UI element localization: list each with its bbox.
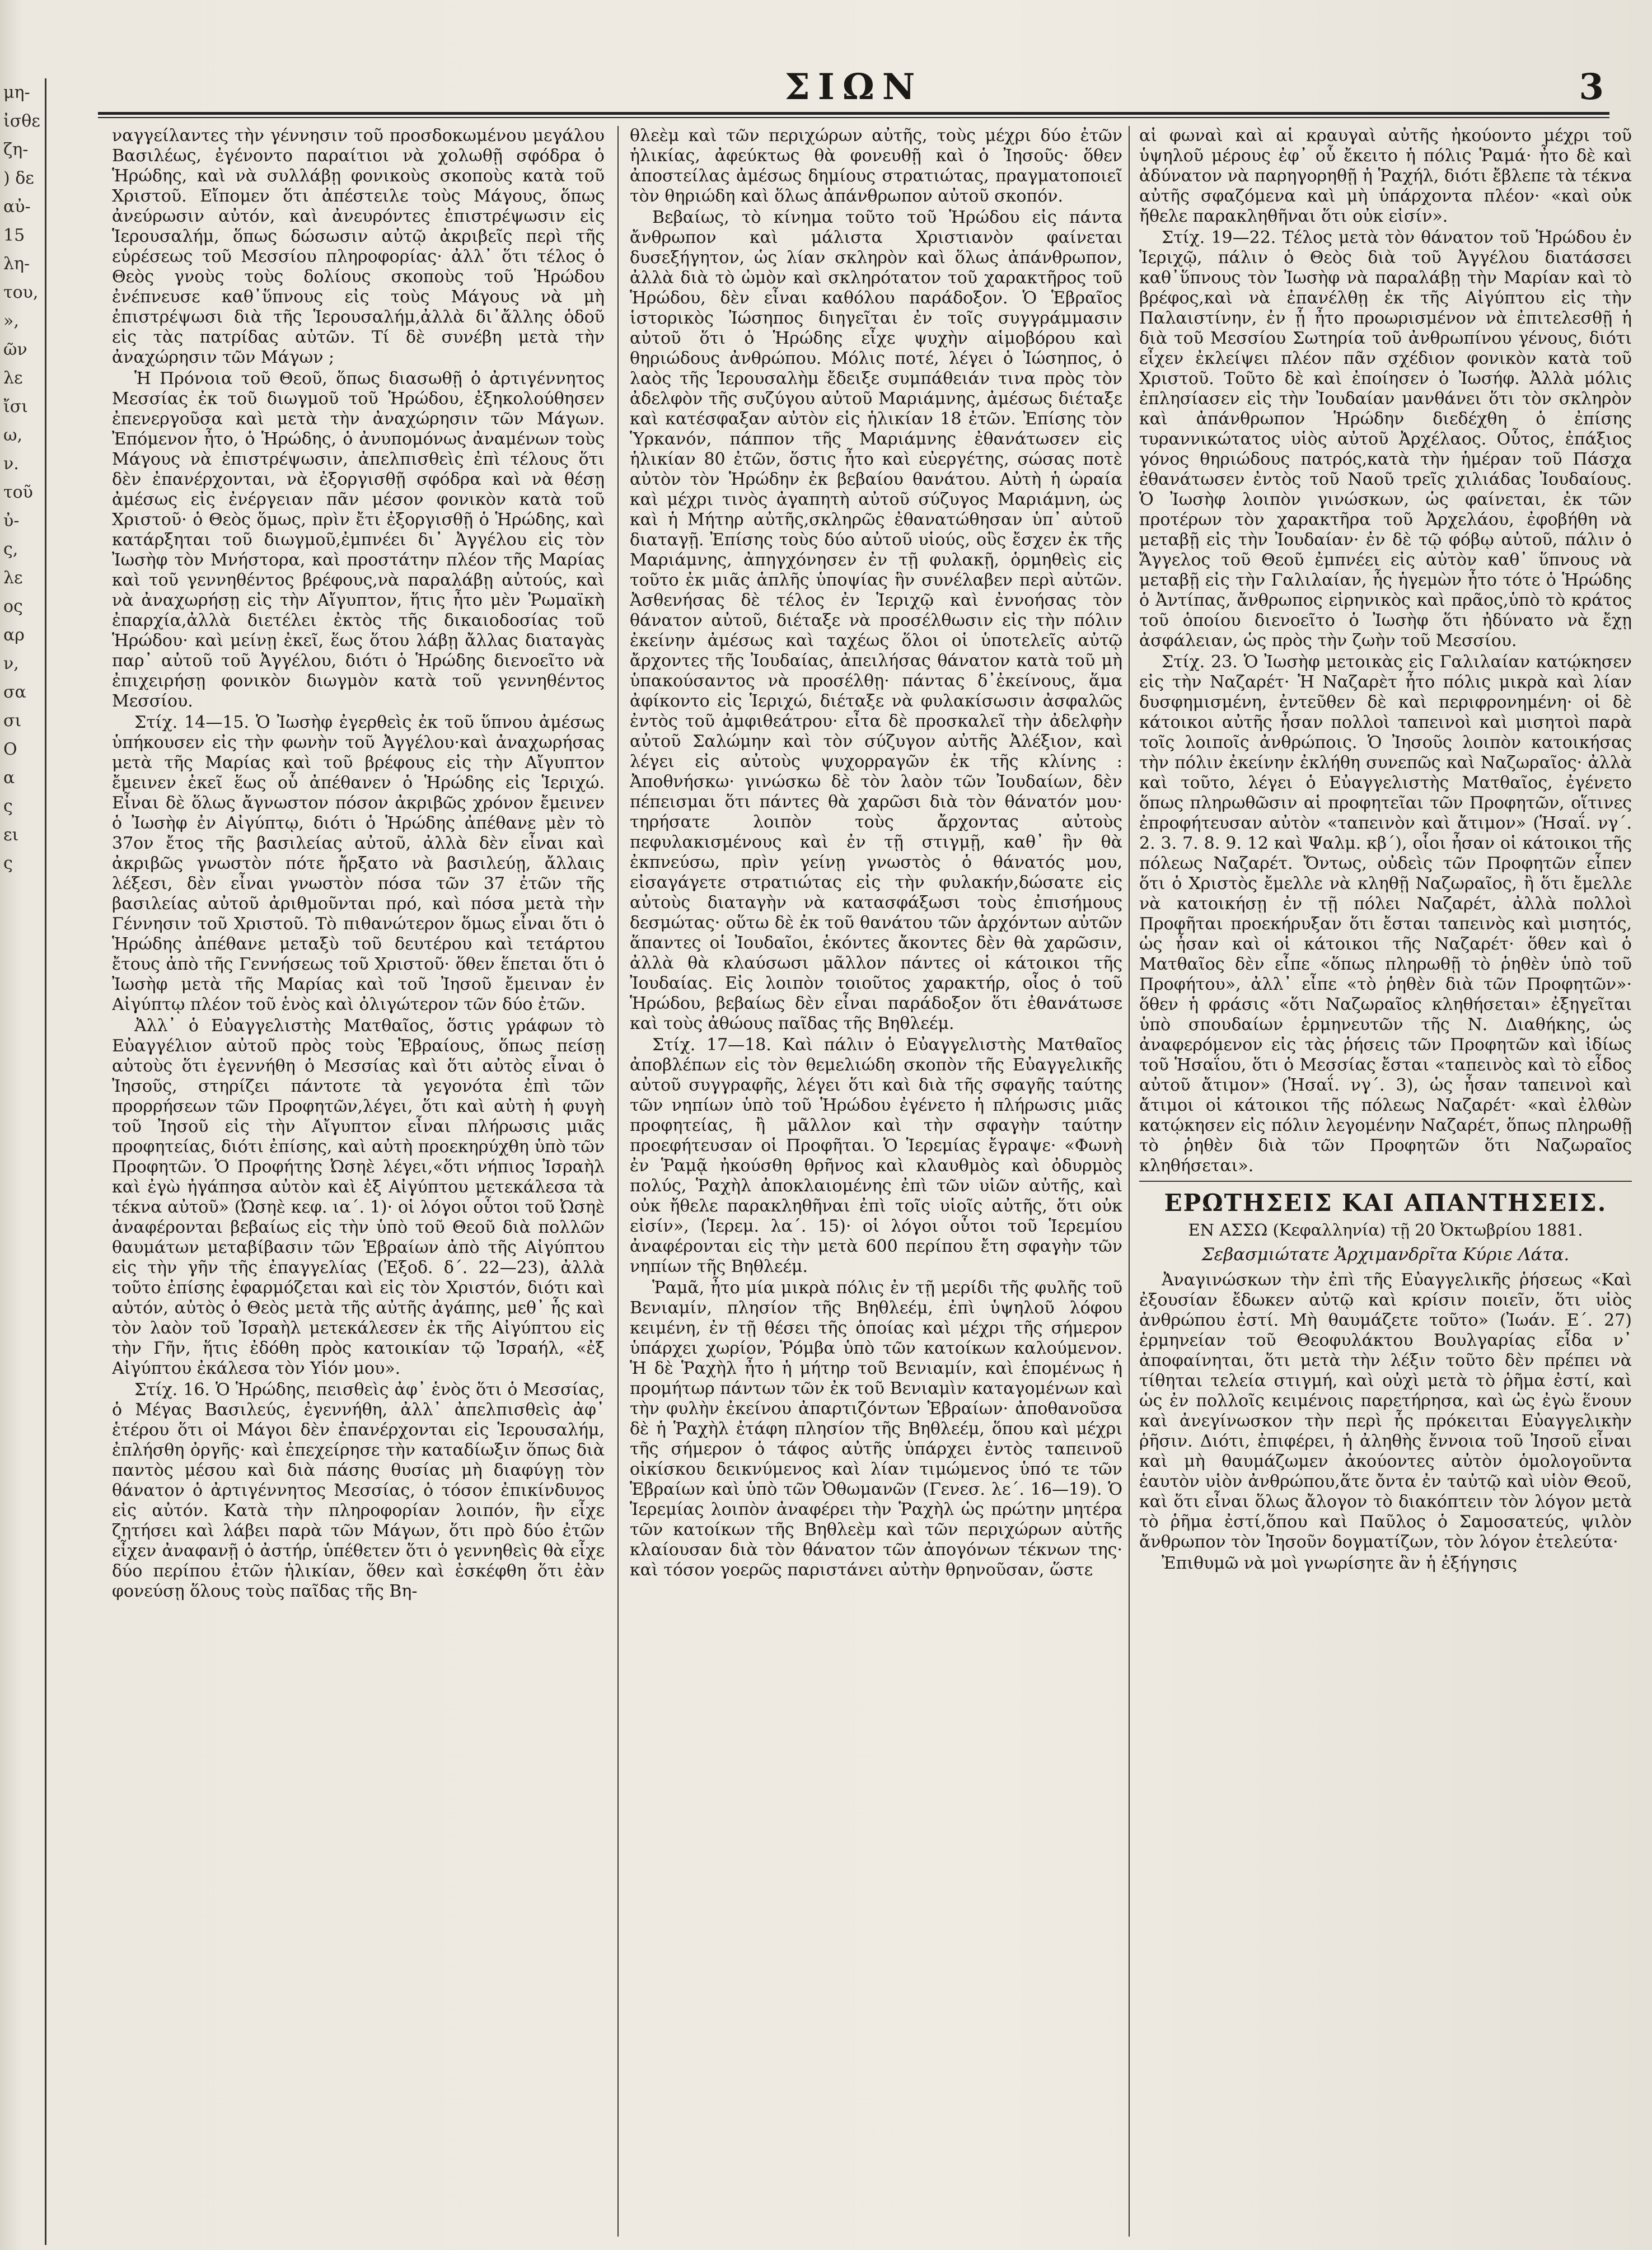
gutter-fragment: αὐ-	[3, 197, 31, 217]
gutter-fragment: ς,	[3, 540, 18, 559]
paragraph: Στίχ. 14—15. Ὁ Ἰωσὴφ ἐγερθεὶς ἐκ τοῦ ὕπνου ἀμέσως ὑπήκουσεν εἰς τὴν φωνὴν τοῦ Ἀγγέλου·καὶ ἀναχωρήσας μετὰ τῆς Μαρίας καὶ τοῦ βρέφους εἰς τὴν Αἴγυπτον ἔμεινεν ἐκεῖ ἕως οὗ ἀπέθανεν ὁ Ἡρώδης εἰς Ἱεριχώ. Εἶναι δὲ ὅλως ἄγνωστον πόσον ἀκριβῶς χρόνον ἔμεινεν ὁ Ἰωσὴφ ἐν Αἰγύπτῳ, διότι ὁ Ἡρώδης ἀπέθανε μὲν τὸ 37ον ἔτος τῆς βασιλείας αὐτοῦ, ἀλλὰ δὲν εἶναι καὶ ἀκριβῶς γνωστὸν πότε ἤρξατο νὰ βασιλεύῃ, ἄλλαις λέξεσι, δὲν εἶναι γνωστὸν πόσα τῶν 37 ἐτῶν τῆς βασιλείας αὐτοῦ ἀριθμοῦνται πρό, καὶ πόσα μετὰ τὴν Γέννησιν τοῦ Χριστοῦ. Τὸ πιθανώτερον ὅμως εἶναι ὅτι ὁ Ἡρώδης ἀπέθανε μεταξὺ τοῦ δευτέρου καὶ τετάρτου ἔτους ἀπὸ τῆς Γεννήσεως τοῦ Χριστοῦ· ὅθεν ἕπεται ὅτι ὁ Ἰωσὴφ μετὰ τῆς Μαρίας καὶ τοῦ Ἰησοῦ ἔμειναν ἐν Αἰγύπτῳ πλέον τοῦ ἑνὸς καὶ ὀλιγώτερον τῶν δύο ἐτῶν.	[112, 713, 605, 1014]
gutter-fragment: ει	[3, 825, 19, 845]
gutter-fragment: ἴσι	[3, 397, 29, 417]
gutter-fragment: αρ	[3, 625, 25, 645]
adjacent-page-edge	[0, 78, 46, 2245]
paragraph: Στίχ. 19—22. Τέλος μετὰ τὸν θάνατον τοῦ Ἡρώδου ἐν Ἱεριχῷ, πάλιν ὁ Θεὸς διὰ τοῦ Ἀγγέλου διατάσσει καθ᾽ὕπνους τὸν Ἰωσὴφ νὰ παραλάβῃ τὴν Μαρίαν καὶ τὸ βρέφος,καὶ νὰ ἐπανέλθῃ ἐκ τῆς Αἰγύπτου εἰς τὴν Παλαιστίνην, ἐν ᾗ ἦτο προωρισμένον νὰ ἐπιτελεσθῇ ἡ διὰ τοῦ Μεσσίου Σωτηρία τοῦ ἀνθρωπίνου γένους, διότι εἶχεν ἐκλείψει πλέον πᾶν σχέδιον φονικὸν κατὰ τοῦ Χριστοῦ. Τοῦτο δὲ καὶ ἐποίησεν ὁ Ἰωσήφ. Ἀλλὰ μόλις ἐπλησίασεν εἰς τὴν Ἰουδαίαν μανθάνει ὅτι τὸν σκληρὸν καὶ ἀπάνθρωπον Ἡρώδην διεδέχθη ὁ ἐπίσης τυραννικώτατος υἱὸς αὐτοῦ Ἀρχέλαος. Οὗτος, ἐπάξιος γόνος θηριώδους πατρός,κατὰ τὴν ἡμέραν τοῦ Πάσχα ἐθανάτωσεν ἐντὸς τοῦ Ναοῦ τρεῖς χιλιάδας Ἰουδαίους. Ὁ Ἰωσὴφ λοιπὸν γινώσκων, ὡς φαίνεται, ἐκ τῶν προτέρων τὸν χαρακτῆρα τοῦ Ἀρχελάου, ἐφοβήθη νὰ μεταβῇ εἰς τὴν Ἰουδαίαν· ἐν δὲ τῷ φόβῳ αὐτοῦ, πάλιν ὁ Ἄγγελος τοῦ Θεοῦ ἐμπνέει εἰς αὐτὸν καθ᾽ ὕπνους νὰ μεταβῇ εἰς τὴν Γαλιλαίαν, ἧς ἡγεμὼν ἦτο τότε ὁ Ἡρώδης ὁ Ἀντίπας, ἄνθρωπος εἰρηνικὸς καὶ πρᾶος,ὑπὸ τὸ κράτος τοῦ ὁποίου διενοεῖτο ὁ Ἰωσὴφ ὅτι ἠδύνατο νὰ ἔχῃ ἀσφάλειαν, ὡς πρὸς τὴν ζωὴν τοῦ Μεσσίου.	[1139, 228, 1632, 651]
gutter-fragment: ν,	[3, 654, 19, 673]
letter-dateline: ΕΝ ΑΣΣΩ (Κεφαλληνία) τῇ 20 Ὀκτωβρίου 1881.	[1188, 1220, 1583, 1239]
gutter-fragment: »,	[3, 311, 19, 331]
paragraph: θλεὲμ καὶ τῶν περιχώρων αὐτῆς, τοὺς μέχρι δύο ἐτῶν ἡλικίας, ἀφεύκτως θὰ φονευθῇ καὶ ὁ Ἰησοῦς· ὅθεν ἀποστείλας ἀμέσως δημίους στρατιώτας, πραγματοποιεῖ τὸν θηριώδη καὶ ὅλως ἀπάνθρωπον αὐτοῦ σκοπόν.	[630, 126, 1122, 206]
gutter-fragment: λε	[3, 368, 23, 388]
column-divider	[617, 126, 619, 2237]
gutter-fragment: ζη-	[3, 140, 29, 160]
gutter-fragment: ς	[3, 854, 13, 873]
paragraph: Βεβαίως, τὸ κίνημα τοῦτο τοῦ Ἡρώδου εἰς πάντα ἄνθρωπον καὶ μάλιστα Χριστιανὸν φαίνεται δυσεξήγητον, ὡς λίαν σκληρὸν καὶ ὅλως ἀπάνθρωπον, ἀλλὰ διὰ τὸ ὠμὸν καὶ σκληρότατον τοῦ χαρακτῆρος τοῦ Ἡρώδου, δὲν εἶναι καθόλου παράδοξον. Ὁ Ἑβραῖος ἱστορικὸς Ἰώσηπος διηγεῖται ἐν τοῖς συγγράμμασιν αὐτοῦ ὅτι ὁ Ἡρώδης εἶχε ψυχὴν αἱμοβόρου καὶ θηριώδους ἀνθρώπου. Μόλις ποτέ, λέγει ὁ Ἰώσηπος, ὁ λαὸς τῆς Ἱερουσαλὴμ ἔδειξε συμπάθειάν τινα πρὸς τὸν ἀδελφὸν τῆς συζύγου αὐτοῦ Μαριάμνης, ἀμέσως διέταξε καὶ κατέσφαξαν αὐτὸν εἰς ἡλικίαν 18 ἐτῶν. Ἐπίσης τὸν Ὑρκανόν, πάππον τῆς Μαριάμνης ἐθανάτωσεν εἰς ἡλικίαν 80 ἐτῶν, ὅστις ἦτο καὶ εὐεργέτης, σώσας ποτὲ αὐτὸν τὸν Ἡρώδην ἐκ βεβαίου θανάτου. Αὐτὴ ἡ ὡραία καὶ μέχρι τινὸς ἀγαπητὴ αὐτοῦ σύζυγος Μαριάμνη, ὡς καὶ ἡ Μήτηρ αὐτῆς,σκληρῶς ἐθανατώθησαν ὑπ᾽ αὐτοῦ διαταγῇ. Ἐπίσης τοὺς δύο αὐτοῦ υἱούς, οὓς ἔσχεν ἐκ τῆς Μαριάμνης, ἀπηγχόνησεν ἐν τῇ φυλακῇ, ὁρμηθεὶς εἰς τοῦτο ἐκ μιᾶς ἁπλῆς ὑποψίας ἣν συνέλαβεν περὶ αὐτῶν. Ἀσθενήσας δὲ τέλος ἐν Ἱεριχῷ καὶ ἐννοήσας τὸν θάνατον αὐτοῦ, διέταξε νὰ προσέλθωσιν εἰς τὴν πόλιν ἐκείνην ἀμέσως καὶ ταχέως ὅλοι οἱ ὑποτελεῖς αὐτῷ ἄρχοντες τῆς Ἰουδαίας, ἀπειλήσας θάνατον κατὰ τοῦ μὴ ὑπακούσαντος νὰ προσέλθῃ· πάντας δ᾽ἐκείνους, ἅμα ἀφίκοντο εἰς Ἱεριχώ, διέταξε νὰ φυλακίσωσιν ἀσφαλῶς ἐντὸς τοῦ ἀμφιθεάτρου· εἶτα δὲ προσκαλεῖ τὴν ἀδελφὴν αὐτοῦ Σαλώμην καὶ τὸν σύζυγον αὐτῆς Ἀλέξιον, καὶ λέγει εἰς αὐτοὺς ψυχορραγῶν ἐκ τῆς κλίνης : Ἀποθνήσκω· γινώσκω δὲ τὸν λαὸν τῶν Ἰουδαίων, δὲν πέπεισμαι ὅτι πάντες θὰ χαρῶσι διὰ τὸν θάνατόν μου· τηρήσατε λοιπὸν τοὺς ἄρχοντας αὐτοὺς πεφυλακισμένους καὶ ἐν τῇ στιγμῇ, καθ᾽ ἣν θὰ ἐκπνεύσω, πρὶν γείνῃ γνωστὸς ὁ θάνατός μου, εἰσαγάγετε στρατιώτας εἰς τὴν φυλακήν,δώσατε εἰς αὐτοὺς διαταγὴν νὰ κατασφάξωσι τοὺς ἐπισήμους δεσμώτας· οὕτω δὲ ἐκ τοῦ θανάτου τῶν ἀρχόντων αὐτῶν ἅπαντες οἱ Ἰουδαῖοι, ἑκόντες ἄκοντες δὲν θὰ χαρῶσιν, ἀλλὰ θὰ κλαύσωσι μᾶλλον πάντες οἱ κάτοικοι τῆς Ἰουδαίας. Εἰς λοιπὸν τοιοῦτος χαρακτήρ, οἷος ὁ τοῦ Ἡρώδου, βεβαίως δὲν εἶναι παράδοξον ὅτι ἐθανάτωσε καὶ τοὺς ἀθώους παῖδας τῆς Βηθλεέμ.	[630, 208, 1122, 1033]
text-column-2	[630, 126, 1122, 2237]
letter-salutation: Σεβασμιώτατε Ἀρχιμανδρῖτα Κύριε Λάτα.	[1201, 1245, 1570, 1265]
paragraph: Στίχ. 17—18. Καὶ πάλιν ὁ Εὐαγγελιστὴς Ματθαῖος ἀποβλέπων εἰς τὸν θεμελιώδη σκοπὸν τῆς Εὐαγγελικῆς αὐτοῦ συγγραφῆς, λέγει ὅτι καὶ διὰ τῆς σφαγῆς ταύτης τῶν νηπίων ὑπὸ τοῦ Ἡρώδου ἐγένετο ἡ πλήρωσις μιᾶς προφητείας, ἢ μᾶλλον καὶ τὴν σφαγὴν ταύτην προεφήτευσαν οἱ Προφῆται. Ὁ Ἱερεμίας ἔγραψε· «Φωνὴ ἐν Ῥαμᾷ ἠκούσθη θρῆνος καὶ κλαυθμὸς καὶ ὀδυρμὸς πολύς, Ῥαχὴλ ἀποκλαιομένης ἐπὶ τῶν υἱῶν αὐτῆς, καὶ οὐκ ἤθελε παρακληθῆναι ἐπὶ τοῖς υἱοῖς αὐτῆς, ὅτι οὐκ εἰσίν», (Ἱερεμ. λα΄. 15)· οἱ λόγοι οὗτοι τοῦ Ἱερεμίου ἀναφέρονται εἰς τὴν μετὰ 600 περίπου ἔτη σφαγὴν τῶν νηπίων τῆς Βηθλεέμ.	[630, 1035, 1122, 1276]
paragraph: Ἐπιθυμῶ νὰ μοὶ γνωρίσητε ἂν ἡ ἐξήγησις	[1162, 1554, 1517, 1573]
gutter-fragment: 15	[3, 226, 25, 245]
paragraph: Ἡ Πρόνοια τοῦ Θεοῦ, ὅπως διασωθῇ ὁ ἀρτιγέννητος Μεσσίας ἐκ τοῦ διωγμοῦ τοῦ Ἡρώδου, ἐξηκολούθησεν ἐπενεργοῦσα καὶ μετὰ τὴν ἀναχώρησιν τῶν Μάγων. Ἐπόμενον ἦτο, ὁ Ἡρώδης, ὁ ἀνυπομόνως ἀναμένων τοὺς Μάγους νὰ ἐπιστρέψωσιν, ἀπελπισθεὶς ἐπὶ τέλους ὅτι δὲν ἐπανέρχονται, νὰ ἐξοργισθῇ σφόδρα καὶ νὰ θέσῃ ἀμέσως εἰς ἐνέργειαν πᾶν μέσον φονικὸν κατὰ τοῦ Χριστοῦ· ὁ Θεὸς ὅμως, πρὶν ἔτι ἐξοργισθῇ ὁ Ἡρώδης, καὶ κατάρξηται τοῦ διωγμοῦ,ἐμπνέει δι᾽ Ἀγγέλου εἰς τὸν Ἰωσὴφ τὸν Μνήστορα, καὶ προστάτην πλέον τῆς Μαρίας καὶ τοῦ γεννηθέντος βρέφους,νὰ παραλάβῃ αὐτούς, καὶ νὰ ἀναχωρήσῃ εἰς τὴν Αἴγυπτον, ἥτις ἦτο μὲν Ῥωμαϊκὴ ἐπαρχία,ἀλλὰ διετέλει ἐκτὸς τῆς δικαιοδοσίας τοῦ Ἡρώδου· καὶ μείνῃ ἐκεῖ, ἕως ὅτου λάβῃ ἄλλας διαταγὰς παρ᾽ αὐτοῦ τοῦ Ἀγγέλου, διότι ὁ Ἡρώδης διενοεῖτο νὰ ἐπιχειρήσῃ φονικὸν διωγμὸν κατὰ τοῦ γεννηθέντος Μεσσίου.	[112, 369, 605, 711]
gutter-fragment: ω,	[3, 425, 22, 445]
gutter-fragment: ῶν	[3, 340, 27, 359]
text-column-1	[112, 126, 605, 2237]
gutter-fragment: λε	[3, 568, 23, 588]
header-rule	[98, 112, 1609, 118]
masthead: ΣΙΩΝ	[784, 66, 923, 108]
gutter-fragment: σα	[3, 682, 26, 702]
gutter-fragment: μη-	[3, 83, 30, 102]
gutter-fragment: ος	[3, 597, 23, 616]
gutter-fragment: σι	[3, 711, 22, 731]
gutter-fragment: ν.	[3, 454, 19, 474]
paragraph: Ἀναγινώσκων τὴν ἐπὶ τῆς Εὐαγγελικῆς ῥήσεως «Καὶ ἐξουσίαν ἔδωκεν αὐτῷ καὶ κρίσιν ποιεῖν, ὅτι υἱὸς ἀνθρώπου ἐστί. Μὴ θαυμάζετε τοῦτο» (Ἰωάν. Ε΄. 27) ἑρμηνείαν τοῦ Θεοφυλάκτου Βουλγαρίας εἶδα ν᾽ ἀποφαίνηται, ὅτι μετὰ τὴν λέξιν τοῦτο δὲν πρέπει νὰ τίθηται τελεία στιγμή, καὶ οὐχὶ μετὰ τὸ ῥῆμα ἐστί, καὶ ὡς ἐν πολλοῖς κειμένοις παρετήρησα, καὶ ὡς ἐγὼ ἕνουν καὶ ἀνεγίνωσκον τὴν περὶ ἧς πρόκειται Εὐαγγελικὴν ῥῆσιν. Διότι, ἐπιφέρει, ἡ ἀληθὴς ἔννοια τοῦ Ἰησοῦ εἶναι καὶ μὴ θαυμάζωμεν ἀκούοντες αὐτὸν ὁμολογοῦντα ἑαυτὸν υἱὸν ἀνθρώπου,ἅτε ὄντα ἐν ταὐτῷ καὶ υἱὸν Θεοῦ, καὶ ὅτι εἶναι ὅλως ἄλογον τὸ διακόπτειν τὸν λόγον μετὰ τὸ ῥῆμα ἐστί,ὅπου καὶ Παῦλος ὁ Σαμοσατεύς, ψιλὸν ἄνθρωπον τὸν Ἰησοῦν δογματίζων, τὸν λόγον ἐτελεύτα·	[1139, 1270, 1632, 1552]
gutter-fragment: του,	[3, 283, 39, 302]
paragraph: Ῥαμᾶ, ἦτο μία μικρὰ πόλις ἐν τῇ μερίδι τῆς φυλῆς τοῦ Βενιαμίν, πλησίον τῆς Βηθλεέμ, ἐπὶ ὑψηλοῦ λόφου κειμένη, ἐν τῇ θέσει τῆς ὁποίας καὶ μέχρι τῆς σήμερον ὑπάρχει χωρίον, Ῥόμβα ὑπὸ τῶν κατοίκων καλούμενον. Ἡ δὲ Ῥαχὴλ ἦτο ἡ μήτηρ τοῦ Βενιαμίν, καὶ ἑπομένως ἡ προμήτωρ πάντων τῶν ἐκ τοῦ Βενιαμὶν καταγομένων καὶ τὴν φυλὴν ἐκείνου ἀπαρτιζόντων Ἑβραίων· ἀποθανοῦσα δὲ ἡ Ῥαχὴλ ἐτάφη πλησίον τῆς Βηθλεέμ, ὅπου καὶ μέχρι τῆς σήμερον ὁ τάφος αὐτῆς ὑπάρχει ἐντὸς ταπεινοῦ οἰκίσκου δεικνύμενος καὶ λίαν τιμώμενος ὑπό τε τῶν Ἑβραίων καὶ ὑπὸ τῶν Ὀθωμανῶν (Γενεσ. λε΄. 16—19). Ὁ Ἱερεμίας λοιπὸν ἀναφέρει τὴν Ῥαχὴλ ὡς πρώτην μητέρα τῶν κατοίκων τῆς Βηθλεὲμ καὶ τῶν περιχώρων αὐτῆς κλαίουσαν διὰ τὸν θάνατον τῶν ἀπογόνων τέκνων της· καὶ τόσον γοερῶς παριστάνει αὐτὴν θρηνοῦσαν, ὥστε	[630, 1278, 1122, 1580]
gutter-fragment: ὐ-	[3, 511, 20, 531]
gutter-fragment: τοῦ	[3, 483, 33, 502]
paragraph: Στίχ. 23. Ὁ Ἰωσὴφ μετοικὰς εἰς Γαλιλαίαν κατῴκησεν εἰς τὴν Ναζαρέτ· Ἡ Ναζαρὲτ ἦτο πόλις μικρὰ καὶ λίαν δυσφημισμένη, ἐντεῦθεν δὲ καὶ περιφρονημένη· οἱ δὲ κάτοικοι αὐτῆς ἦσαν πολλοὶ ταπεινοὶ καὶ μισητοὶ παρὰ τοῖς λοιποῖς ἀνθρώποις. Ὁ Ἰησοῦς λοιπὸν κατοικήσας τὴν πόλιν ἐκείνην ἐκλήθη συνεπῶς καὶ Ναζωραῖος· ἀλλὰ καὶ τοῦτο, λέγει ὁ Εὐαγγελιστὴς Ματθαῖος, ἐγένετο ὅπως πληρωθῶσιν αἱ προφητεῖαι τῶν Προφητῶν, οἵτινες ἐπροφήτευσαν αὐτὸν «ταπεινὸν καὶ ἄτιμον» (Ἡσαΐ. νγ΄. 2. 3. 7. 8. 9. 12 καὶ Ψαλμ. κβ΄), οἷοι ἦσαν οἱ κάτοικοι τῆς πόλεως Ναζαρέτ. Ὄντως, οὐδεὶς τῶν Προφητῶν εἶπεν ὅτι ὁ Χριστὸς ἔμελλε νὰ κληθῇ Ναζωραῖος, ἢ ὅτι ἔμελλε νὰ κατοικήσῃ ἐν τῇ πόλει Ναζαρέτ, ἀλλὰ πολλοὶ Προφῆται προεκήρυξαν ὅτι ἔσται ταπεινὸς καὶ μισητός, ὡς ἦσαν καὶ οἱ κάτοικοι τῆς Ναζαρέτ· ὅθεν καὶ ὁ Ματθαῖος δὲν εἶπε «ὅπως πληρωθῇ τὸ ῥηθὲν ὑπὸ τοῦ Προφήτου», ἀλλ᾽ εἶπε «τὸ ῥηθὲν διὰ τῶν Προφητῶν»· ὅθεν ἡ φράσις «ὅτι Ναζωραῖος κληθήσεται» ἐξηγεῖται ὑπὸ σπουδαίων ἑρμηνευτῶν τῆς Ν. Διαθήκης, ὡς ἀναφερόμενον εἰς τὰς ῥήσεις τῶν Προφητῶν καὶ ἰδίως τοῦ Ἡσαΐου, ὅτι ὁ Μεσσίας ἔσται «ταπεινὸς καὶ τὸ εἶδος αὐτοῦ ἄτιμον» (Ἡσαΐ. νγ΄. 3), ὡς ἦσαν ταπεινοὶ καὶ ἄτιμοι οἱ κάτοικοι τῆς πόλεως Ναζαρέτ· «καὶ ἐλθὼν κατῴκησεν εἰς πόλιν λεγομένην Ναζαρέτ, ὅπως πληρωθῇ τὸ ῥηθὲν διὰ τῶν Προφητῶν ὅτι Ναζωραῖος κληθήσεται».	[1139, 652, 1632, 1176]
gutter-fragment: ς	[3, 797, 13, 816]
paragraph: Στίχ. 16. Ὁ Ἡρώδης, πεισθεὶς ἀφ᾽ ἑνὸς ὅτι ὁ Μεσσίας, ὁ Μέγας Βασιλεύς, ἐγεννήθη, ἀλλ᾽ ἀπελπισθεὶς ἀφ᾽ ἑτέρου ὅτι οἱ Μάγοι δὲν ἐπανέρχονται εἰς Ἱερουσαλήμ, ἐπλήσθη ὀργῆς· καὶ ἐπεχείρησε τὴν καταδίωξιν ὅπως διὰ παντὸς μέσου καὶ διὰ πάσης θυσίας μὴ διαφύγῃ τὸν θάνατον ὁ ἀρτιγέννητος Μεσσίας, ὁ τόσον ἐπικίνδυνος εἰς αὐτόν. Κατὰ τὴν πληροφορίαν λοιπόν, ἣν εἶχε ζητήσει καὶ λάβει παρὰ τῶν Μάγων, ὅτι πρὸ δύο ἐτῶν εἶχεν ἀναφανῇ ὁ ἀστήρ, ὑπέθετεν ὅτι ὁ γεννηθεὶς θὰ εἶχε δύο περίπου ἐτῶν ἡλικίαν, ὅθεν καὶ ἐσκέφθη ὅτι ἐὰν φονεύσῃ ὅλους τοὺς παῖδας τῆς Βη-	[112, 1380, 605, 1601]
column-divider	[1129, 126, 1130, 2237]
text-column-3	[1139, 126, 1632, 2237]
gutter-fragment: Ο	[3, 740, 17, 759]
gutter-fragment: λη-	[3, 254, 30, 274]
section-title: ΕΡΩΤΗΣΕΙΣ ΚΑΙ ΑΠΑΝΤΗΣΕΙΣ.	[1139, 1181, 1632, 1218]
paragraph: αἱ φωναὶ καὶ αἱ κραυγαὶ αὐτῆς ἠκούοντο μέχρι τοῦ ὑψηλοῦ μέρους ἐφ᾽ οὗ ἔκειτο ἡ πόλις Ῥαμά· ἦτο δὲ καὶ ἀδύνατον νὰ παρηγορηθῇ ἡ Ῥαχήλ, διότι ἔβλεπε τὰ τέκνα αὐτῆς σφαζόμενα καὶ μὴ ὑπάρχοντα πλέον· «καὶ οὐκ ἤθελε παρακληθῆναι ὅτι οὐκ εἰσίν».	[1139, 126, 1632, 226]
gutter-fragment: ) δε	[3, 169, 34, 188]
paragraph: ναγγείλαντες τὴν γέννησιν τοῦ προσδοκωμένου μεγάλου Βασιλέως, ἐγένοντο παραίτιοι νὰ χολωθῇ σφόδρα ὁ Ἡρώδης, καὶ νὰ συλλάβῃ φονικοὺς σκοποὺς κατὰ τοῦ Χριστοῦ. Εἴπομεν ὅτι ἀπέστειλε τοὺς Μάγους, ὅπως ἀνεύρωσιν αὐτόν, καὶ ἀνευρόντες ἐπιστρέψωσιν εἰς Ἱερουσαλήμ, ὅπως δώσωσιν αὐτῷ ἀκριβεῖς περὶ τῆς εὑρέσεως τοῦ Μεσσίου πληροφορίας· ἀλλ᾽ ὅτι τέλος ὁ Θεὸς γνοὺς τοὺς δολίους σκοποὺς τοῦ Ἡρώδου ἐνέπνευσε καθ᾽ὕπνους εἰς τοὺς Μάγους νὰ μὴ ἐπιστρέψωσι διὰ τῆς Ἱερουσαλήμ,ἀλλὰ δι᾽ἄλλης ὁδοῦ εἰς τὰς πατρίδας αὐτῶν. Τί δὲ συνέβη μετὰ τὴν ἀναχώρησιν τῶν Μάγων ;	[112, 126, 605, 367]
paragraph: Ἀλλ᾽ ὁ Εὐαγγελιστὴς Ματθαῖος, ὅστις γράφων τὸ Εὐαγγέλιον αὐτοῦ πρὸς τοὺς Ἑβραίους, ὅπως πείσῃ αὐτοὺς ὅτι ἐγεννήθη ὁ Μεσσίας καὶ ὅτι αὐτὸς εἶναι ὁ Ἰησοῦς, στηρίζει πάντοτε τὰ γεγονότα ἐπὶ τῶν προρρήσεων τῶν Προφητῶν,λέγει, ὅτι καὶ αὐτὴ ἡ φυγὴ τοῦ Ἰησοῦ εἰς τὴν Αἴγυπτον εἶναι πλήρωσις μιᾶς προφητείας, διότι ἐπίσης, καὶ αὐτὴ προεκηρύχθη ὑπὸ τῶν Προφητῶν. Ὁ Προφήτης Ὠσηὲ λέγει,«ὅτι νήπιος Ἰσραὴλ καὶ ἐγὼ ἠγάπησα αὐτὸν καὶ ἐξ Αἰγύπτου μετεκάλεσα τὰ τέκνα αὐτοῦ» (Ὠσηὲ κεφ. ια΄. 1)· οἱ λόγοι οὗτοι τοῦ Ὠσηὲ ἀναφέρονται βεβαίως εἰς τὴν ὑπὸ τοῦ Θεοῦ διὰ πολλῶν θαυμάτων μεταβίβασιν τῶν Ἑβραίων ἀπὸ τῆς Αἰγύπτου εἰς τὴν γῆν τῆς ἐπαγγελίας (Ἐξοδ. δ΄. 22—23), ἀλλὰ τοῦτο ἐπίσης ἐφαρμόζεται καὶ εἰς τὸν Χριστόν, διότι καὶ αὐτόν, αὐτὸς ὁ Θεὸς μετὰ τῆς αὐτῆς ἀγάπης, μεθ᾽ ἧς καὶ τὸν λαὸν τοῦ Ἰσραὴλ μετεκάλεσεν ἐκ τῆς Αἰγύπτου εἰς τὴν Γῆν, ἥτις ἐδόθη πρὸς κατοικίαν τῷ Ἰσραήλ, «ἐξ Αἰγύπτου ἐκάλεσα τὸν Υἱόν μου».	[112, 1016, 605, 1378]
gutter-fragment: ἰσθε	[3, 111, 40, 131]
gutter-fragment: α	[3, 768, 15, 788]
page-number: 3	[1579, 66, 1604, 108]
